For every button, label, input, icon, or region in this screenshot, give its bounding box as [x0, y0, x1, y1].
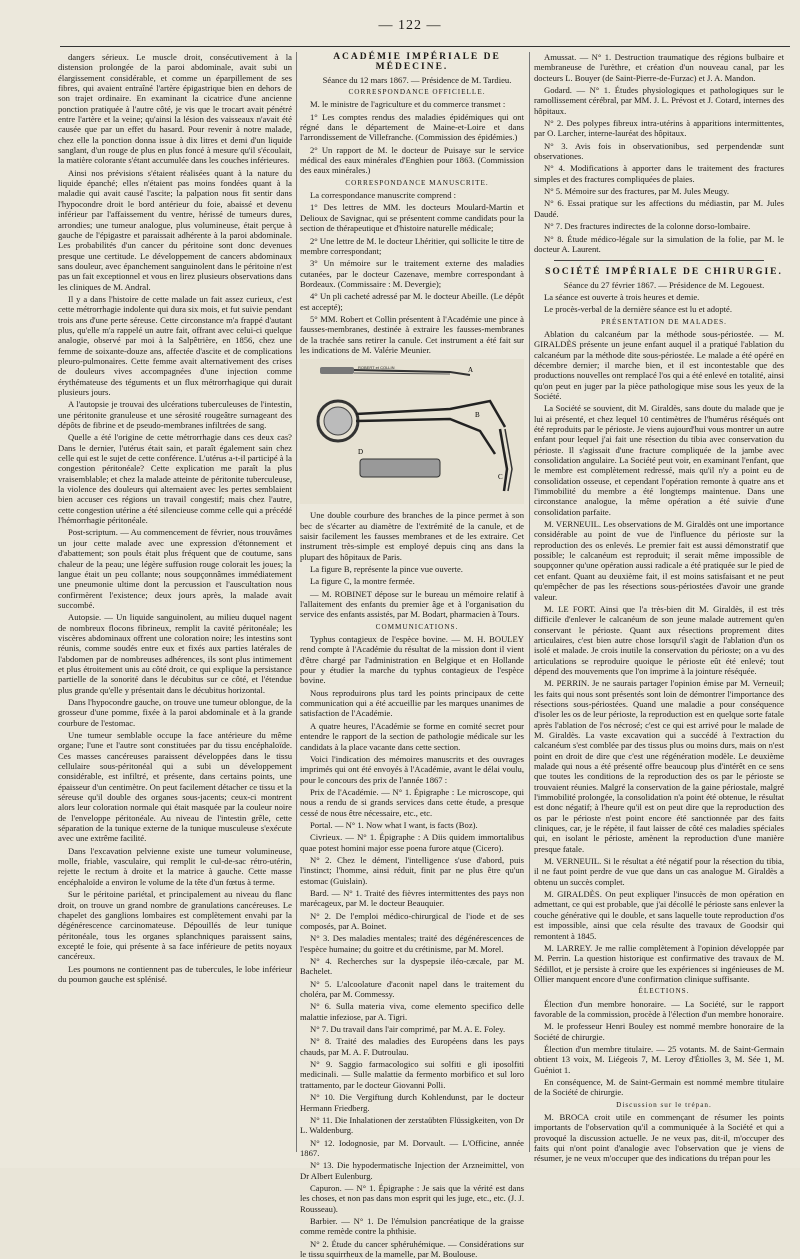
subheading-correspondance-manuscrite: CORRESPONDANCE MANUSCRITE. [345, 178, 489, 187]
paragraph: Élection d'un membre titulaire. — 25 votants. M. de Saint-Germain obtient 13 voix, M. Liégeois 7, M. Leroy d'Étiolles 3, M. Sée 1, M. Guéniot 1. [534, 1043, 784, 1075]
header-rule [60, 46, 790, 47]
paragraph: Civrieux. — N° 1. Épigraphe : A Diis quidem immortalibus quae potest homini major esse poena furore atque (Cicero). [300, 832, 524, 853]
paragraph: N° 9. Saggio farmacologico sui solfiti e gli iposolfiti medicinali. — Sulle malattie da fermento morbifico et sul loro trattamento, par le docteur Giovanni Polli. [300, 1059, 524, 1090]
paragraph: N° 5. L'alcoolature d'aconit napel dans le traitement du choléra, par M. Commessy. [300, 978, 524, 1000]
paragraph: M. BROCA croit utile en commençant de résumer les points importants de l'observation qu'il a communiquée à la Société et qui a provoqué la discussion actuelle. Je ne veux pas, dit-il, m'occuper des faits qui n'ont point d'analogie avec l'observation que je viens de résumer, je ne veux m'occuper que des indications du trépan pour les [534, 1112, 784, 1164]
column-right [534, 52, 784, 1164]
paragraph: 1° Les comptes rendus des maladies épidémiques qui ont régné dans le département de Maine-et-Loire et dans l'arrondissement de Villefranche. (Commission des épidémies.) [300, 111, 524, 143]
paragraph: La Société se souvient, dit M. Giraldès, sans doute du malade que je lui ai présenté, et chez lequel 10 centimètres de l'humérus réséqués ont été reproduits par le périoste. Je viens aujourd'hui vous montrer un autre enfant pour lequel j'ai fait une résection du tibia avec conservation du périoste. Il s'agissait d'une fracture compliquée de la jambe avec consolidation angulaire. La Société peut voir, en examinant l'enfant, que le membre est complètement redressé, mais qu'il n'y a point eu de consolidation osseuse, et cependant l'opération remonte à quatre ans et l'immobilité du membre a été longtemps maintenue. Dans une circonstance analogue, la même opération a été suivie d'une consolidation parfaite. [534, 403, 784, 517]
paragraph: N° 6. Essai pratique sur les affections du médiastin, par M. Jules Daudé. [534, 198, 784, 219]
figure-letter-d: D [358, 448, 364, 457]
paragraph: 5° MM. Robert et Collin présentent à l'Académie une pince à fausses-membranes, destinée à extraire les fausses-membranes de la trachée sans retirer la canule. Cet instrument a été fait sur les indications de M. Valérie Meunier. [300, 313, 524, 355]
paragraph: Sur le péritoine pariétal, et principalement au niveau du flanc droit, on trouve un grand nombre de granulations cancéreuses. Le chapelet des ganglions lombaires est complètement envahi par la dégénérescence carcinomateuse. Dépouillés de leur tunique péritonéale, tous les organes splanchniques paraissent sains, excepté le foie, qui présente à sa face inférieure de petits noyaux cancéreux. [58, 889, 292, 962]
paragraph: Autopsie. — Un liquide sanguinolent, au milieu duquel nagent de nombreux flocons fibrineux, remplit la cavité péritonéale; les viscères abdominaux offrent une coloration noire; les intestins sont réunis, comme soudés entre eux et fixés aux parties latérales de l'abdomen par de nombreuses adhérences, ils sont plus intimement et plus étroitement unis au côté droit, ce qui explique la persistance partielle de la sonorité dans le décubitus sur ce côté, et l'étendue plus grande qu'elle y présentait dans le décubitus horizontal. [58, 612, 292, 695]
paragraph: Dans l'hypocondre gauche, on trouve une tumeur oblongue, de la grosseur d'une pomme, fixée à la paroi abdominale et à la grande courbure de l'estomac. [58, 696, 292, 728]
paragraph: M. VERNEUIL. Si le résultat a été négatif pour la résection du tibia, il ne faut point perdre de vue que dans un cas analogue M. Giraldès a obtenu un succès complet. [534, 856, 784, 887]
paragraph: 3° Un mémoire sur le traitement externe des maladies cutanées, par le docteur Cazenave, membre correspondant à Bordeaux. (Commissaire : M. Devergie); [300, 258, 524, 289]
paragraph: N° 2. Des polypes fibreux intra-utérins à apparitions intermittentes, par O. Larcher, interne-lauréat des hôpitaux. [534, 118, 784, 139]
paragraph: A quatre heures, l'Académie se forme en comité secret pour entendre le rapport de la section de pathologie médicale sur les candidats à la place vacante dans cette section. [300, 720, 524, 752]
paragraph: Voici l'indication des mémoires manuscrits et des ouvrages imprimés qui ont été envoyés à l'Académie, avant le délai voulu, pour le concours des prix de l'année 1867 : [300, 753, 524, 785]
paragraph: Bard. — N° 1. Traité des fièvres intermittentes des pays non marécageux, par M. le docteur Beauquier. [300, 887, 524, 909]
paragraph: Ablation du calcanéum par la méthode sous-périostée. — M. GIRALDÈS présente un jeune enfant auquel il a pratiqué l'ablation du calcanéum par la méthode dite sous-périostée. Le malade a été opéré en décembre dernier; il marche bien, et il est incontestable que des productions nouvelles ont remplacé l'os qui a été enlevé en totalité, ainsi qu'on peut en juger par la pièce pathologique mise sous les yeux de la Société. [534, 328, 784, 401]
paragraph: Barbier. — N° 1. De l'émulsion pancréatique de la graisse comme remède contre la phthisie. [300, 1215, 524, 1237]
paragraph-group [300, 510, 524, 619]
paragraph: Prix de l'Académie. — N° 1. Épigraphe : Le microscope, qui nous a rendu de si grands services dans cette étude, a presque cessé de nous être nécessaire, etc., etc. [300, 786, 524, 818]
paragraph: Une tumeur semblable occupe la face antérieure du même organe; l'une et l'autre sont constituées par du tissu encéphaloïde. Ces masses cancéreuses paraissent développées dans le tissu cellulaire sous-péritonéal qui a subi un développement considérable, est infiltré, et présente, dans certains points, une épaisseur d'un centimètre. On peut facilement détacher ce tissu et la séreuse qu'il double des organes sous-jacents; ceux-ci montrent alors leur coloration normale qui était masquée par la couleur noire de l'enveloppe péritonéale. Au niveau de l'intestin grêle, cette séparation de la tunique externe de la tunique musculeuse s'exécute avec une extrême facilité. [58, 730, 292, 844]
column-middle [300, 52, 524, 1259]
figure-letter-c: C [498, 473, 503, 482]
paragraph: Dans l'excavation pelvienne existe une tumeur volumineuse, molle, friable, vasculaire, qui remplit le cul-de-sac rétro-utérin, rejette le rectum à droite et la matrice à gauche. Cette masse encéphaloïde a environ le volume de la tête d'un fœtus à terme. [58, 845, 292, 887]
paragraph: 1° Des lettres de MM. les docteurs Moulard-Martin et Delioux de Savignac, qui se présentent comme candidats pour la section de thérapeutique et d'histoire naturelle médicale; [300, 202, 524, 234]
paragraph: La correspondance manuscrite comprend : [310, 190, 457, 201]
subheading-communications: COMMUNICATIONS. [375, 622, 459, 631]
paragraph-group [534, 1112, 784, 1164]
paragraph: N° 6. Sulla materia viva, come elemento specifico delle malattie infeziose, par A. Tigri. [300, 1001, 524, 1022]
column-left [58, 52, 292, 1152]
paragraph: M. le ministre de l'agriculture et du commerce transmet : [310, 99, 506, 110]
paragraph: N° 8. Traité des maladies des Européens dans les pays chauds, par M. A. F. Dutroulau. [300, 1036, 524, 1057]
paragraph: M. le professeur Henri Bouley est nommé membre honoraire de la Société de chirurgie. [534, 1021, 784, 1042]
paragraph: dangers sérieux. Le muscle droit, consécutivement à la distension prolongée de la paroi abdominale, avait subi un élargissement considérable, et comme un éparpillement de ses fibres, qui avaient entraîné l'artère épigastrique bien en dehors de son trajet ordinaire. En examinant la cicatrice d'une ancienne ponction pratiquée à l'autre côté, je vis que le trocart avait pénétré entre l'artère et la veine; qu'ainsi la lésion des vaisseaux n'avait été causée que par un effet du hasard. Pour revenir à notre malade, chez elle la ponction donna issue à dix litres et demi d'un liquide sanglant, d'un rouge de plus en plus foncé à mesure qu'il s'écoulait, la matière colorante s'étant accumulée dans les couches inférieures. [58, 52, 292, 166]
paragraph-group [300, 634, 524, 1259]
paragraph: Quelle a été l'origine de cette métrorrhagie dans ces deux cas? Dans le dernier, l'utérus était sain, et paraît également sain chez celle qui est le sujet de cette conférence. L'utérus a-t-il participé à la congestion péritonéale? Cette explication me paraît la plus vraisemblable; et chez la malade atteinte de péritonite tuberculeuse, la violence des douleurs qui alternaient avec les pertes semblaient bien accuser ces régions un travail congestif; mais chez l'autre, cette congestion utérine a été silencieuse comme celle qui a précédé l'hémorrhagie péritonéale. [58, 432, 292, 526]
section-title-chirurgie: SOCIÉTÉ IMPÉRIALE DE CHIRURGIE. [545, 267, 783, 278]
subheading-elections: ÉLECTIONS. [638, 987, 690, 996]
paragraph-group [534, 329, 784, 984]
paragraph: La figure C, la montre fermée. [310, 576, 415, 587]
paragraph: La séance est ouverte à trois heures et demie. [544, 291, 700, 302]
paragraph: N° 8. Étude médico-légale sur la simulation de la folie, par M. le docteur A. Laurent. [534, 233, 784, 254]
section-subtitle-academie: Séance du 12 mars 1867. — Présidence de M. Tardieu. [322, 74, 512, 85]
column-divider [296, 52, 297, 1152]
paragraph: Nous reproduirons plus tard les points principaux de cette communication qui a été accueillie par les marques unanimes de satisfaction de l'Académie. [300, 687, 524, 719]
paragraph: Post-scriptum. — Au commencement de février, nous trouvâmes un jour cette malade avec une expression d'étonnement et d'abattement; son pouls était plus fréquent que de coutume, sans chaleur de la peau; une légère suffusion rouge colorait les joues; la langue était un peu collante; nous soupçonnâmes immédiatement une pneumonie ultime dont la percussion et l'auscultation nous confirmèrent l'existence; deux jours après, la malade avait succombé. [58, 527, 292, 610]
paragraph: Une double courbure des branches de la pince permet à son bec de s'écarter au diamètre de l'extrémité de la canule, et de saisir facilement les fausses membranes et de les extraire. Cet instrument très-simple est employé depuis cinq ans dans la plupart des hôpitaux de Paris. [300, 510, 524, 562]
column-divider [529, 52, 530, 1152]
paragraph: N° 10. Die Vergiftung durch Kohlendunst, par le docteur Hermann Friedberg. [300, 1092, 524, 1113]
paragraph: Il y a dans l'histoire de cette malade un fait assez curieux, c'est cette métrorrhagie indolente qui dura six mois, et fut suivie pendant trois ans d'une perte séreuse. Cette circonstance m'a frappé d'autant plus, qu'elle m'a rappelé un autre fait, offrant avec celui-ci quelque analogie, observé par moi à la Salpêtrière, en 1856, chez une femme de soixante-douze ans, affectée d'ascite et de complications pleuro-pulmonaires. Cette femme avait alternativement des crises de douleurs vives accompagnées d'une injection comme érythémateuse des téguments et un flux métrorrhagique qui durait plusieurs jours. [58, 293, 292, 397]
paragraph: N° 7. Des fractures indirectes de la colonne dorso-lombaire. [544, 221, 751, 232]
paragraph: N° 2. De l'emploi médico-chirurgical de l'iode et de ses composés, par A. Boinet. [300, 910, 524, 931]
section-subtitle-chirurgie: Séance du 27 février 1867. — Présidence de M. Legouest. [563, 279, 765, 290]
figure-maker-caption: ROBERT et COLLIN [358, 365, 395, 371]
paragraph: N° 11. Die Inhalationen der zerstaübten Flüssigkeiten, von Dr L. Waldenburg. [300, 1114, 524, 1136]
paragraph: 4° Un pli cacheté adressé par M. le docteur Abeille. (Le dépôt est accepté); [300, 291, 524, 312]
paragraph: Capuron. — N° 1. Épigraphe : Je sais que la vérité est dans les choses, et non pas dans mon esprit qui les juge, etc., etc. (J. J. Rousseau). [300, 1182, 524, 1214]
figure-letter-b: B [475, 411, 480, 420]
figure-handle [320, 367, 354, 374]
paragraph: N° 7. Du travail dans l'air comprimé, par M. A. E. Foley. [310, 1024, 506, 1035]
paragraph: N° 4. Recherches sur la dyspepsie iléo-cæcale, par M. Bachelet. [300, 956, 524, 977]
section-divider [554, 260, 764, 261]
paragraph: N° 2. Chez le dément, l'intelligence s'use d'abord, puis l'instinct; l'homme, ainsi réduit, finit par ne plus être qu'un estomac (Guislain). [300, 854, 524, 886]
paragraph-group [300, 190, 524, 355]
subheading-correspondance-officielle: CORRESPONDANCE OFFICIELLE. [348, 88, 486, 97]
paragraph: A l'autopsie je trouvai des ulcérations tuberculeuses de l'intestin, une péritonite granuleuse et une sérosité rougeâtre surnageant des dépôts de fibrine et de pseudo-membranes infiltrées de sang. [58, 399, 292, 431]
forceps-illustration [300, 359, 524, 504]
paragraph: Les poumons ne contiennent pas de tubercules, le lobe inférieur du poumon gauche est splénisé. [58, 963, 292, 984]
paragraph: 2° Un rapport de M. le docteur de Puisaye sur le service médical des eaux minérales d'Enghien pour 1863. (Commission des eaux minérales.) [300, 144, 524, 176]
paragraph-group [300, 99, 524, 175]
page-number: — 122 — [378, 18, 442, 33]
paragraph: N° 2. Étude du cancer sphéruhémique. — Considérations sur le tissu squirrheux de la mamelle, par M. Boulouse. [300, 1238, 524, 1259]
paragraph: Portal. — N° 1. Now what I want, is facts (Boz). [310, 819, 478, 830]
forceps-figure [300, 359, 524, 504]
paragraph: 2° Une lettre de M. le docteur Lhéritier, qui sollicite le titre de membre correspondant; [300, 235, 524, 256]
paragraph: N° 5. Mémoire sur des fractures, par M. Jules Meugy. [544, 186, 729, 197]
section-title-academie: ACADÉMIE IMPÉRIALE DE MÉDECINE. [333, 52, 501, 73]
subheading-discussion-trepan: Discussion sur le trépan. [616, 1100, 712, 1109]
paragraph: Amussat. — N° 1. Destruction traumatique des régions bulbaire et membraneuse de l'urèthre, et création d'un nouveau canal, par les docteurs L. Bouyer (de Saint-Pierre-de-Furzac) et J. A. Mandon. [534, 52, 784, 83]
paragraph-group [534, 999, 784, 1098]
paragraph: M. LARREY. Je me rallie complètement à l'opinion développée par M. Perrin. La question historique est confirmative des travaux de M. Sédillot, et je persiste à croire que les expériences si ingénieuses de M. Ollier manquent encore d'une confirmation clinique suffisante. [534, 942, 784, 984]
paragraph-group [534, 292, 784, 315]
paragraph: M. GIRALDÈS. On peut expliquer l'insuccès de mon opération en admettant, ce qui est probable, que j'ai décollé le périoste sans enlever la couche générative qui le double, et sans laquelle toute reproduction d'os est impossible, ainsi que cela résulte des travaux de Goodsir qui remontent à 1845. [534, 889, 784, 941]
paragraph: La figure B, représente la pince vue ouverte. [310, 564, 463, 574]
paragraph: N° 3. Avis fois in observationibus, sed perpendendæ sunt observationes. [534, 140, 784, 162]
paragraph: N° 12. Iodognosie, par M. Dorvault. — L'Officine, année 1867. [300, 1137, 524, 1158]
paragraph: N° 4. Modifications à apporter dans le traitement des fractures simples et des fractures compliquées de plaies. [534, 163, 784, 184]
paragraph: Typhus contagieux de l'espèce bovine. — M. H. BOULEY rend compte à l'Académie du résultat de la mission dont il vient d'être chargé par l'administration en Belgique et en Hollande pour y étudier la marche du typhus contagieux de l'espèce bovine. [300, 634, 524, 686]
paragraph-group [534, 52, 784, 254]
paragraph: M. PERRIN. Je ne saurais partager l'opinion émise par M. Verneuil; les faits qui nous sont présentés sont loin de démontrer l'importance des résections sous-périostées. Quand une maladie a pour conséquence d'isoler les os de leur périoste, la reproduction est en quelque sorte fatale après l'ablation de l'os nécrosé; c'est ce qui est arrivé pour le malade de M. Giraldès. La vaste excavation qui a succédé à l'extraction du calcanéum s'est comblée par des tissus plus ou moins durs, mais on n'est point en droit de dire que c'est une régénération modèle. Le deuxième malade qui nous a été présenté offre beaucoup plus d'intérêt en ce sens que toutes les conditions de la reproduction des os par le périoste se trouvaient réunies. Malgré la conservation de la gaine périostale, malgré l'immobilité prolongée, la consolidation n'a point été obtenue, le résultat est donc négatif; à l'heure qu'il est on peut dire que la reproduction des os par le périoste n'est point encore été sanctionnée par des faits cliniques, car, je le répète, il faut laisser de côté ces maladies spéciales qui, en isolant le périoste, amènent la reproduction d'une manière presque fatale. [534, 678, 784, 854]
paragraph: En conséquence, M. de Saint-Germain est nommé membre titulaire de la Société de chirurgie. [534, 1076, 784, 1098]
figure-letter-a: A [468, 366, 474, 375]
paragraph: — M. ROBINET dépose sur le bureau un mémoire relatif à l'allaitement des enfants du premier âge et à l'organisation du service des enfants assistés, par M. Bodart, pharmacien à Tours. [300, 588, 524, 620]
subheading-presentation-malades: PRÉSENTATION DE MALADES. [601, 317, 727, 326]
paragraph: N° 3. Des maladies mentales; traité des dégénérescences de l'espèce humaine; du goitre et du crétinisme, par M. Morel. [300, 933, 524, 954]
paragraph: M. LE FORT. Ainsi que l'a très-bien dit M. Giraldès, il est très difficile d'enlever le calcanéum de son jeune malade autrement qu'en conservant le périoste. Quant aux résections proprement dites articulaires, c'est bien autre chose lorsqu'il s'agit de l'ablation d'un os isolé et malade. Je crois inutile la conservation du périoste; on a vu des articulations se reproduire quoique le périoste eût été enlevé; tout dépend des mouvements que l'on imprime à la jointure réséquée. [534, 603, 784, 676]
paragraph: Godard. — N° 1. Études physiologiques et pathologiques sur le ramollissement cérébral, par MM. J. L. Prévost et J. Cotard, internes des hôpitaux. [534, 85, 784, 116]
paragraph: Le procès-verbal de la dernière séance est lu et adopté. [544, 304, 733, 315]
paragraph: Élection d'un membre honoraire. — La Société, sur le rapport favorable de la commission, procède à l'élection d'un membre honoraire. [534, 998, 784, 1019]
paragraph: Ainsi nos prévisions s'étaient réalisées quant à la nature du liquide épanché; elles n'étaient pas moins fondées quant à la maladie qui avait causé l'ascite; la palpation nous fit sentir dans l'hypocondre droit le bord antérieur du foie, abaissé et devenu inférieur par l'affaissement du ventre, hérissé de tumeurs dures, arrondies; une tumeur analogue, plus volumineuse, était perçue à gauche de l'épigastre et paraissait adhérente à la paroi abdominale. Les probabilités d'un cancer du péritoine sont donc devenues presque une certitude. Le développement de cancers abdominaux sans douleur, avec épanchement sanguinolent dans le péritoine n'est pas un fait exceptionnel et vous en lirez plusieurs observations dans les cliniques de M. Andral. [58, 167, 292, 292]
paragraph: M. VERNEUIL. Les observations de M. Giraldès ont une importance considérable au point de vue de l'influence du périoste sur la reproduction des os enlevés. Le premier fait est aussi démonstratif que possible; le calcanéum est reproduit; il serait même impossible de soupçonner qu'une opération aussi radicale a été pratiquée sur le pied de cet enfant. Quant au deuxième fait, il est moins satisfaisant et ne peut qu'empêcher de pas les résections sous-périostées d'avoir une grande valeur. [534, 519, 784, 602]
paragraph: N° 13. Die hypodermatische Injection der Arzneimittel, von Dr Albert Eulenburg. [300, 1160, 524, 1181]
